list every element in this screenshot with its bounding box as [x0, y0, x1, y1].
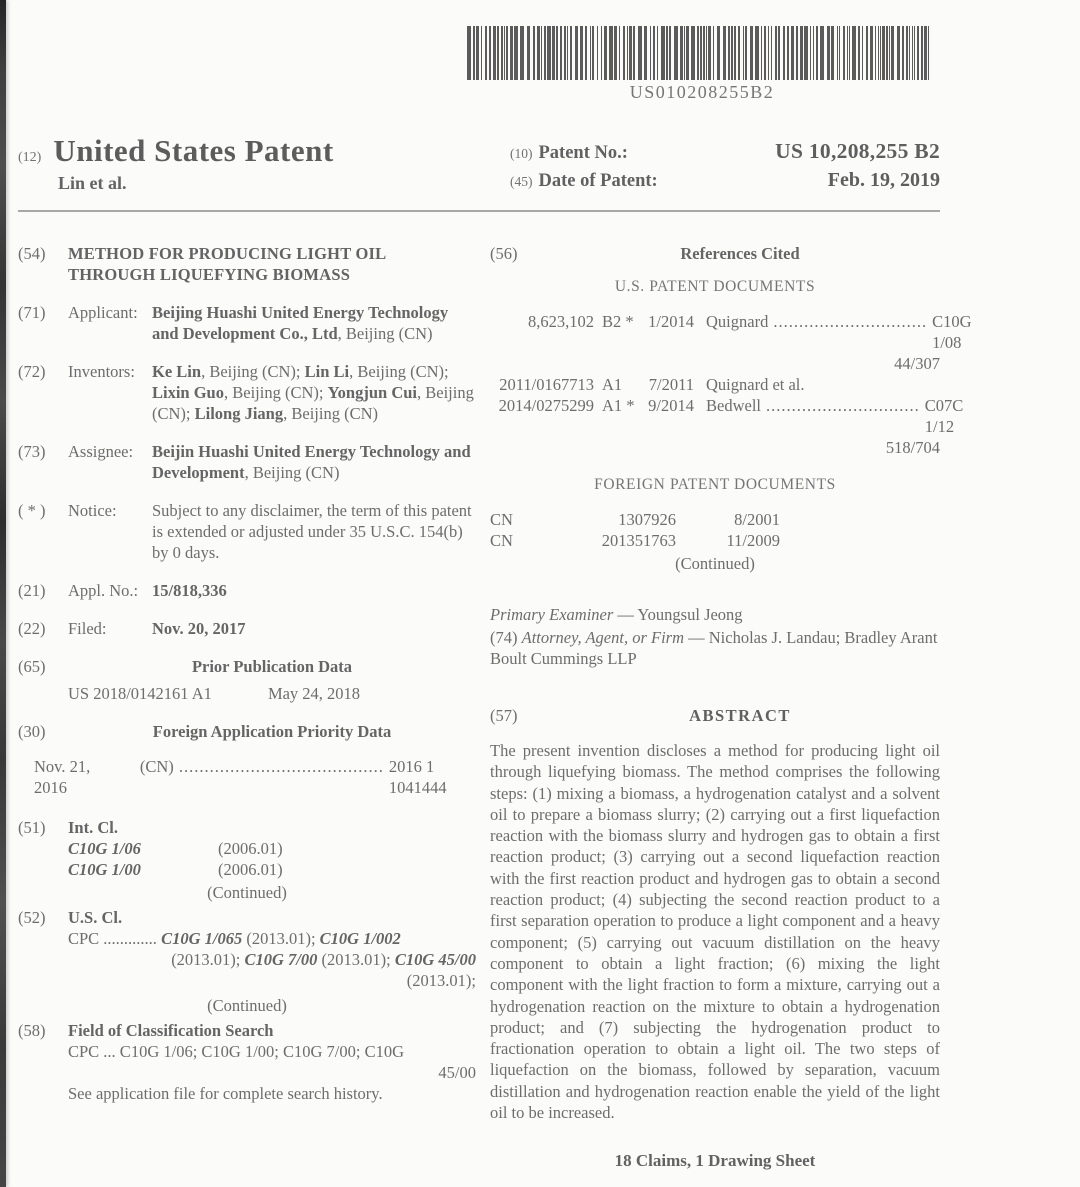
- us-cl-line-2: (2013.01); C10G 7/00 (2013.01); C10G 45/00: [171, 950, 476, 969]
- ref-kind-code: A1: [602, 375, 623, 394]
- field-51-int-cl: [18, 817, 476, 838]
- field-45-number: (45): [510, 174, 533, 189]
- ref-class-continuation: 518/704: [885, 438, 940, 457]
- foreign-date: 11/2009: [726, 531, 780, 550]
- field-54-number: (54): [18, 244, 46, 263]
- appl-no-value: 15/818,336: [152, 581, 227, 600]
- int-cl-class: C10G 1/06: [68, 839, 141, 858]
- ref-class-continuation: 44/307: [894, 354, 940, 373]
- field-72-inventors: [18, 361, 476, 424]
- foreign-country: CN: [490, 510, 513, 529]
- foreign-country: CN: [490, 531, 513, 550]
- us-cl-line-3: (2013.01);: [406, 971, 476, 990]
- notice-label: Notice:: [68, 501, 117, 520]
- ref-kind-code: A1 *: [602, 396, 635, 415]
- field-71-applicant: [18, 302, 476, 344]
- prior-publication-number: US 2018/0142161 A1: [68, 684, 212, 703]
- classification-search-heading: Field of Classification Search: [68, 1021, 274, 1040]
- barcode: [465, 26, 939, 103]
- barcode-number: US010208255B2: [629, 82, 775, 102]
- leader-dots: ..............................: [766, 396, 920, 415]
- patent-number-row: [510, 139, 940, 164]
- abstract-text: The present invention discloses a method for producing light oil through liquefying biomass. The method comprises the following steps: (1) mixing a biomass, a hydrogenation catalyst and a solvent oil to prepare a biomass slurry; (2) carrying out a first liquefaction reaction with the biomass slurry and hydrogen gas to obtain a first reaction product; (3) carrying out a second liquefaction reaction with the first reaction product and hydrogen gas to obtain a second reaction product; (4) subjecting the second reaction product to a first separation operation to produce a light component and a heavy component; (5) carrying out vacuum distillation on the heavy component to obtain a light fraction; (6) mixing the light component with the light fraction to form a mixture, carrying out a hydrogenation reaction on the mixture to obtain a hydrogenation product; and (7) subjecting the hydrogenation product to fractionation operation to obtain a light oil. The two steps of liquefaction on the biomass, followed by separation, vacuum distillation and hydrogenation reaction enable the yield of the light oil to be increased.: [490, 741, 940, 1123]
- field-22-filed: [18, 618, 476, 639]
- int-cl-version: (2006.01): [218, 860, 283, 879]
- ref-number: 8,623,102: [528, 312, 594, 331]
- us-reference-row: [490, 374, 940, 395]
- header-left: [18, 133, 334, 197]
- inventors-value: Ke Lin, Beijing (CN); Lin Li, Beijing (CN); Lixin Guo, Beijing (CN); Yongjun Cui, Beijing (CN); Lilong Jiang, Beijing (CN): [152, 362, 474, 423]
- foreign-priority-row: [18, 756, 476, 798]
- attorney-agent-firm-line: (74) Attorney, Agent, or Firm — Nicholas J. Landau; Bradley Arant Boult Cummings LLP: [490, 628, 938, 668]
- ref-class: C07C 1/12: [924, 396, 964, 436]
- field-58-number: (58): [18, 1021, 46, 1040]
- int-cl-class: C10G 1/00: [68, 860, 141, 879]
- priority-app-number: 2016 1 1041444: [388, 757, 447, 797]
- field-56-number: (56): [490, 244, 518, 263]
- field-65-heading-row: [18, 656, 476, 677]
- field-73-assignee: [18, 441, 476, 483]
- invention-title: METHOD FOR PRODUCING LIGHT OIL THROUGH LIQUEFYING BIOMASS: [68, 244, 386, 284]
- field-21-appl-no: [18, 580, 476, 601]
- prior-publication-row: [18, 683, 476, 704]
- header: [18, 133, 940, 212]
- int-cl-heading: Int. Cl.: [68, 818, 118, 837]
- search-history-note: See application file for complete search history.: [68, 1084, 383, 1103]
- applicant-value: Beijing Huashi United Energy Technology and Development Co., Ltd, Beijing (CN): [152, 303, 449, 343]
- foreign-reference-row: [490, 530, 940, 551]
- leader-dots: ........................................: [178, 757, 384, 776]
- ref-date: 7/2011: [648, 375, 694, 394]
- patent-number-label: Patent No.:: [538, 143, 628, 163]
- header-right: [510, 133, 940, 197]
- field-52-us-cl: [18, 907, 476, 928]
- field-22-number: (22): [18, 619, 46, 638]
- field-30-heading-row: [18, 721, 476, 742]
- field-54-title: [18, 243, 476, 285]
- int-cl-rows: [18, 838, 476, 880]
- ref-kind-code: B2 *: [602, 312, 634, 331]
- int-cl-row: [68, 859, 476, 880]
- foreign-patent-documents-heading: FOREIGN PATENT DOCUMENTS: [594, 476, 836, 493]
- primary-examiner-line: Primary Examiner — Youngsul Jeong: [490, 605, 743, 624]
- search-cpc-continuation: 45/00: [438, 1063, 476, 1082]
- appl-no-label: Appl. No.:: [68, 581, 139, 600]
- field-65-number: (65): [18, 657, 46, 676]
- assignee-label: Assignee:: [68, 442, 134, 461]
- us-cl-continued: (Continued): [207, 996, 287, 1015]
- notice-text: Subject to any disclaimer, the term of this patent is extended or adjusted under 35 U.S.C. 154(b) by 0 days.: [152, 501, 472, 562]
- foreign-number: 201351763: [601, 531, 676, 550]
- us-reference-row: [490, 311, 972, 353]
- patent-date-value: Feb. 19, 2019: [827, 169, 940, 191]
- patent-date-row: [510, 169, 940, 192]
- inventor-short-name: Lin et al.: [58, 173, 127, 193]
- filed-label: Filed:: [68, 619, 107, 638]
- ref-name: Quignard: [706, 312, 769, 331]
- foreign-number: 1307926: [618, 510, 676, 529]
- patent-date-label: Date of Patent:: [538, 171, 658, 191]
- leader-dots: ..............................: [773, 312, 928, 331]
- patent-number-value: US 10,208,255 B2: [775, 139, 940, 163]
- field-52-number: (52): [18, 908, 46, 927]
- field-30-number: (30): [18, 722, 46, 741]
- prior-publication-date: May 24, 2018: [267, 684, 361, 703]
- foreign-date: 8/2001: [734, 510, 780, 529]
- field-72-number: (72): [18, 362, 46, 381]
- filed-value: Nov. 20, 2017: [152, 619, 246, 638]
- field-10-number: (10): [510, 146, 533, 161]
- notice-asterisk: ( * ): [18, 501, 46, 520]
- field-21-number: (21): [18, 581, 46, 600]
- kind-code-number: (12): [18, 150, 42, 165]
- foreign-continued: (Continued): [675, 554, 755, 573]
- field-57-number: (57): [490, 706, 518, 725]
- left-column: [18, 243, 476, 1171]
- two-column-body: [18, 243, 972, 1171]
- us-reference-row: [490, 395, 964, 437]
- ref-date: 1/2014: [648, 312, 694, 331]
- int-cl-row: [68, 838, 476, 859]
- field-73-number: (73): [18, 442, 46, 461]
- int-cl-continued: (Continued): [207, 883, 287, 902]
- ref-class: C10G 1/08: [932, 312, 972, 352]
- references-cited-heading: References Cited: [680, 244, 800, 263]
- field-58-search: [18, 1020, 476, 1041]
- right-column: [490, 243, 972, 1171]
- barcode-bars-image: [465, 26, 939, 80]
- assignee-value: Beijin Huashi United Energy Technology and Development, Beijing (CN): [152, 442, 471, 482]
- search-cpc-line: CPC ... C10G 1/06; C10G 1/00; C10G 7/00; C10G: [68, 1042, 405, 1061]
- foreign-priority-heading: Foreign Application Priority Data: [152, 722, 392, 741]
- ref-name: Quignard et al.: [706, 375, 805, 394]
- field-57-abstract: [490, 705, 940, 726]
- field-71-number: (71): [18, 303, 46, 322]
- document-kind-line: [18, 133, 334, 169]
- ref-name: Bedwell: [706, 396, 761, 415]
- applicant-label: Applicant:: [68, 303, 138, 322]
- foreign-reference-row: [490, 509, 940, 530]
- field-51-number: (51): [18, 818, 46, 837]
- int-cl-version: (2006.01): [218, 839, 283, 858]
- inventors-label: Inventors:: [68, 362, 135, 381]
- ref-date: 9/2014: [648, 396, 694, 415]
- field-56-references: [490, 243, 940, 264]
- us-cl-lines: [18, 928, 476, 991]
- priority-date: Nov. 21, 2016: [34, 757, 91, 797]
- claims-drawing-line: 18 Claims, 1 Drawing Sheet: [614, 1151, 816, 1171]
- ref-number: 2011/0167713: [499, 375, 594, 394]
- us-patent-documents-heading: U.S. PATENT DOCUMENTS: [614, 278, 816, 295]
- priority-country: (CN): [139, 757, 174, 776]
- field-notice: [18, 500, 476, 563]
- prior-publication-heading: Prior Publication Data: [191, 657, 353, 676]
- page-title: United States Patent: [53, 133, 334, 168]
- abstract-heading: ABSTRACT: [689, 706, 791, 725]
- us-cl-heading: U.S. Cl.: [68, 908, 123, 927]
- ref-number: 2014/0275299: [498, 396, 594, 415]
- us-cl-line-1: CPC ............. C10G 1/065 (2013.01); C10G 1/002: [68, 929, 401, 948]
